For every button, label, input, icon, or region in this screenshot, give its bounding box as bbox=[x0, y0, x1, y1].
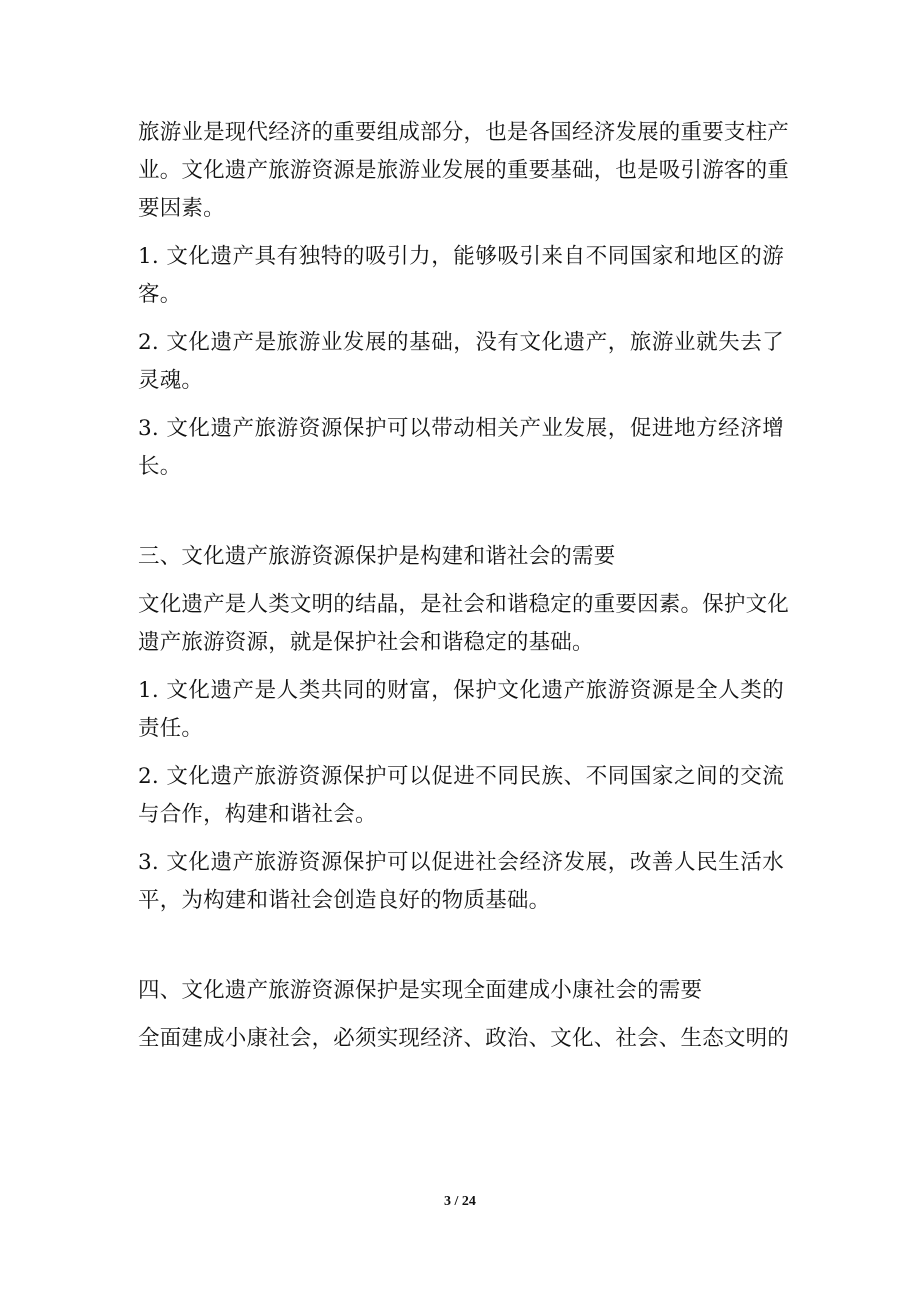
list-item bbox=[138, 844, 784, 920]
text-line: 旅游业是现代经济的重要组成部分，也是各国经济发展的重要支柱产 bbox=[138, 120, 790, 145]
text-line: 遗产旅游资源，就是保护社会和谐稳定的基础。 bbox=[138, 630, 594, 655]
text-line: 与合作，构建和谐社会。 bbox=[138, 802, 377, 827]
text-line: 3. 文化遗产旅游资源保护可以带动相关产业发展，促进地方经济增 bbox=[138, 416, 784, 441]
text-line: 3. 文化遗产旅游资源保护可以促进社会经济发展，改善人民生活水 bbox=[138, 850, 784, 875]
heading-text: 三、文化遗产旅游资源保护是构建和谐社会的需要 bbox=[138, 544, 616, 569]
text-line: 客。 bbox=[138, 282, 182, 307]
list-item bbox=[138, 758, 784, 834]
page-number: 3 / 24 bbox=[444, 1194, 476, 1209]
text-line: 2. 文化遗产旅游资源保护可以促进不同民族、不同国家之间的交流 bbox=[138, 764, 784, 789]
text-line: 文化遗产是人类文明的结晶，是社会和谐稳定的重要因素。保护文化 bbox=[138, 592, 790, 617]
intro-paragraph bbox=[138, 114, 790, 228]
list-item bbox=[138, 238, 784, 314]
text-line: 业。文化遗产旅游资源是旅游业发展的重要基础，也是吸引游客的重 bbox=[138, 158, 790, 183]
text-line: 1. 文化遗产是人类共同的财富，保护文化遗产旅游资源是全人类的 bbox=[138, 678, 784, 703]
text-line: 1. 文化遗产具有独特的吸引力，能够吸引来自不同国家和地区的游 bbox=[138, 244, 784, 269]
text-line: 责任。 bbox=[138, 716, 204, 741]
text-line: 要因素。 bbox=[138, 196, 225, 221]
section-heading bbox=[138, 538, 784, 576]
list-item bbox=[138, 410, 784, 486]
list-item bbox=[138, 324, 784, 400]
text-line: 2. 文化遗产是旅游业发展的基础，没有文化遗产，旅游业就失去了 bbox=[138, 330, 784, 355]
heading-text: 四、文化遗产旅游资源保护是实现全面建成小康社会的需要 bbox=[138, 978, 703, 1003]
list-item bbox=[138, 672, 784, 748]
section-heading bbox=[138, 972, 784, 1010]
text-line: 全面建成小康社会，必须实现经济、政治、文化、社会、生态文明的 bbox=[138, 1026, 790, 1051]
text-line: 平，为构建和谐社会创造良好的物质基础。 bbox=[138, 888, 551, 913]
section-paragraph bbox=[138, 1020, 790, 1058]
section-paragraph bbox=[138, 586, 790, 662]
text-line: 长。 bbox=[138, 454, 182, 479]
text-line: 灵魂。 bbox=[138, 368, 204, 393]
document-body bbox=[138, 114, 790, 1058]
